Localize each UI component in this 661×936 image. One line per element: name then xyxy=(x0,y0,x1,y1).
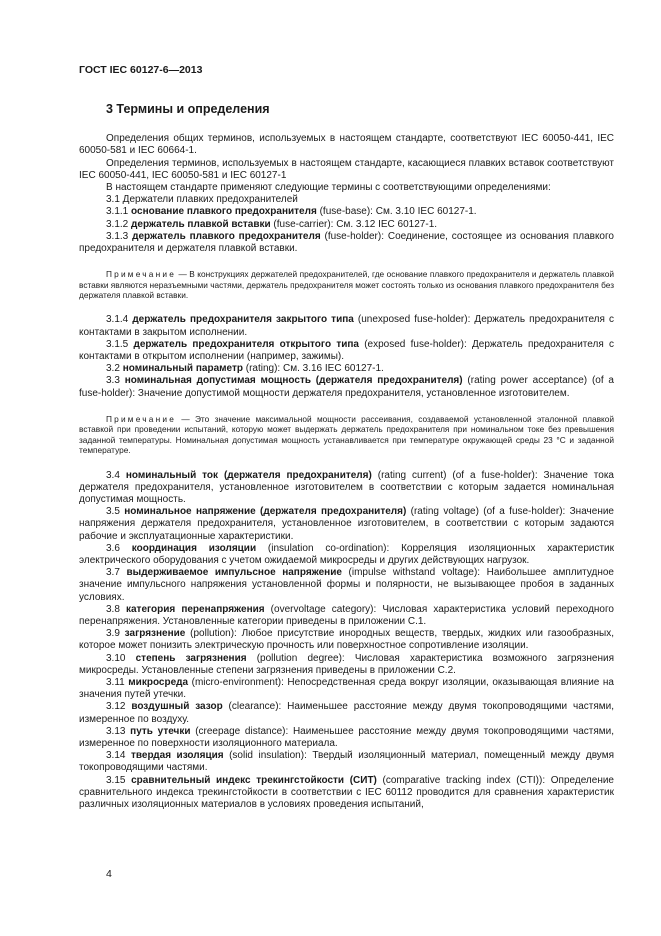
term-3-1-3: 3.1.3 держатель плавкого предохранителя (fuse-holder): Соединение, состоящее из основания плавкого предохранителя и держателя плавкой вставки. xyxy=(79,230,614,255)
term-3-6: 3.6 координация изоляции (insulation co-ordination): Корреляция изоляционных характеристик электрического оборудования с учетом ожидаемой микросреды и других действующих нагрузок. xyxy=(79,542,615,566)
document-page xyxy=(79,64,614,811)
term-3-1-1: 3.1.1 основание плавкого предохранителя (fuse-base): См. 3.10 IEC 60127-1. xyxy=(106,206,477,218)
term-3-13: 3.13 путь утечки (creepage distance): Наименьшее расстояние между двумя токопроводящими частями, измеренное по поверхности изоляционного материала. xyxy=(79,725,614,749)
paragraph: Определения терминов, используемых в настоящем стандарте, касающиеся плавких вставок соответствуют IEC 60050-441, IEC 60050-581 и IEC 60127-1 xyxy=(79,157,614,181)
term-3-11: 3.11 микросреда (micro-environment): Непосредственная среда вокруг изоляции, оказывающая влияние на значения путей утечки. xyxy=(79,676,614,701)
term-3-8: 3.8 категория перенапряжения (overvoltage category): Числовая характеристика условий переходного перенапряжения. Установленные категории приведены в приложении С.1. xyxy=(79,603,614,627)
term-3-1-5: 3.1.5 держатель предохранителя открытого типа (exposed fuse-holder): Держатель предохранителя с контактами в открытом исполнении (например, зажимы). xyxy=(79,338,614,363)
document-header: ГОСТ IEC 60127-6—2013 xyxy=(79,64,203,76)
paragraph: 3.1 Держатели плавких предохранителей xyxy=(106,194,298,206)
term-3-15: 3.15 сравнительный индекс трекингстойкости (СИТ) (comparative tracking index (CTI)): Определение сравнительного индекса трекингстойкости в соответствии с IEC 60112 проводится для сравнения характеристик различных изоляционных материалов в условиях проведения испытаний, xyxy=(79,774,614,810)
note-2: Примечание — Это значение максимальной мощности рассеивания, создаваемой установленной эталонной плавкой вставкой при проведении испытаний, которую может выдержать держатель предохранителя при номинальном токе без превышения заданной температуры. Номинальная допустимая мощность устанавливается при температуре окружающей среды 23 °С и заданной температуре. xyxy=(79,413,614,456)
term-3-1-4: 3.1.4 держатель предохранителя закрытого типа (unexposed fuse-holder): Держатель предохранителя с контактами в закрытом исполнении. xyxy=(79,314,614,338)
note-1: Примечание — В конструкциях держателей предохранителей, где основание плавкого предохранителя и держатель плавкой вставки являются неразъемными частями, держатель предохранителя может состоять только из основания плавкого предохранителя без держателя плавкой вставки. xyxy=(79,269,614,301)
term-3-2: 3.2 номинальный параметр (rating): См. 3.16 IEC 60127-1. xyxy=(106,363,384,375)
term-3-12: 3.12 воздушный зазор (clearance): Наименьшее расстояние между двумя токопроводящими частями, измеренное по воздуху. xyxy=(79,701,614,725)
term-3-4: 3.4 номинальный ток (держателя предохранителя) (rating current) (of a fuse-holder): Значение тока держателя предохранителя, установленное изготовителем в соответствии с которым задается номинальная допустимая мощность. xyxy=(79,469,614,505)
paragraph: В настоящем стандарте применяют следующие термины с соответствующими определениями: xyxy=(106,182,551,194)
term-3-1-2: 3.1.2 держатель плавкой вставки (fuse-carrier): См. 3.12 IEC 60127-1. xyxy=(106,218,438,230)
section-title: 3 Термины и определения xyxy=(106,102,270,117)
term-3-5: 3.5 номинальное напряжение (держателя предохранителя) (rating voltage) (of a fuse-holder): Значение напряжения держателя предохранителя, установленное изготовителем, в соответствии с которым задаются рабочие и эксплуатационные характеристики. xyxy=(79,506,614,542)
term-3-3: 3.3 номинальная допустимая мощность (держателя предохранителя) (rating power acceptance) (of a fuse-holder): Значение допустимой мощности держателя предохранителя, установленное изготовителем. xyxy=(79,375,614,399)
term-3-9: 3.9 загрязнение (pollution): Любое присутствие инородных веществ, твердых, жидких или газообразных, которое может понизить электрическую прочность или поверхностное сопротивление изоляции. xyxy=(79,628,614,652)
term-3-7: 3.7 выдерживаемое импульсное напряжение (impulse withstand voltage): Наибольшее амплитудное значение импульсного напряжения установленной формы и полярности, не вызывающее пробоя в заданных условиях. xyxy=(79,567,614,603)
term-3-14: 3.14 твердая изоляция (solid insulation): Твердый изоляционный материал, помещенный между двумя токопроводящими частями. xyxy=(79,750,614,774)
paragraph: Определения общих терминов, используемых в настоящем стандарте, соответствуют IEC 60050-441, IEC 60050-581 и IEC 60664-1. xyxy=(79,133,614,157)
term-3-10: 3.10 степень загрязнения (pollution degree): Числовая характеристика возможного загрязнения микросреды. Установленные степени загрязнения приведены в приложении С.2. xyxy=(79,652,614,676)
page-number: 4 xyxy=(106,868,112,880)
